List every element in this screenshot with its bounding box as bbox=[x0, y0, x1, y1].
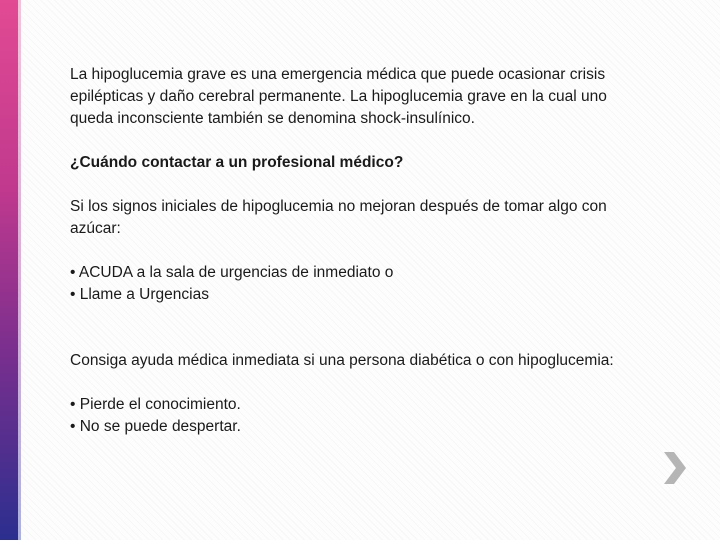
condition-list bbox=[70, 394, 670, 438]
slide-text-body bbox=[70, 64, 670, 438]
intro-paragraph bbox=[70, 64, 670, 130]
signs-line-2: azúcar: bbox=[70, 220, 121, 237]
condition-item-unconscious: • Pierde el conocimiento. bbox=[70, 396, 241, 413]
action-list bbox=[70, 262, 670, 306]
condition-item-cannot-wake: • No se puede despertar. bbox=[70, 418, 241, 435]
intro-line-3: queda inconsciente también se denomina shock-insulínico. bbox=[70, 110, 475, 127]
accent-sidebar bbox=[0, 0, 18, 540]
chevron-right-icon[interactable] bbox=[660, 448, 690, 488]
next-slide-chevron bbox=[660, 448, 690, 488]
signs-line-1: Si los signos iniciales de hipoglucemia no mejoran después de tomar algo con bbox=[70, 198, 607, 215]
action-item-emergency-room: • ACUDA a la sala de urgencias de inmediato o bbox=[70, 264, 394, 281]
section-heading: ¿Cuándo contactar a un profesional médico? bbox=[70, 154, 404, 171]
action-item-call-emergency: • Llame a Urgencias bbox=[70, 286, 209, 303]
help-paragraph: Consiga ayuda médica inmediata si una persona diabética o con hipoglucemia: bbox=[70, 352, 614, 369]
signs-paragraph bbox=[70, 196, 670, 240]
intro-line-2: epilépticas y daño cerebral permanente. La hipoglucemia grave en la cual uno bbox=[70, 88, 607, 105]
intro-line-1: La hipoglucemia grave es una emergencia médica que puede ocasionar crisis bbox=[70, 66, 606, 83]
